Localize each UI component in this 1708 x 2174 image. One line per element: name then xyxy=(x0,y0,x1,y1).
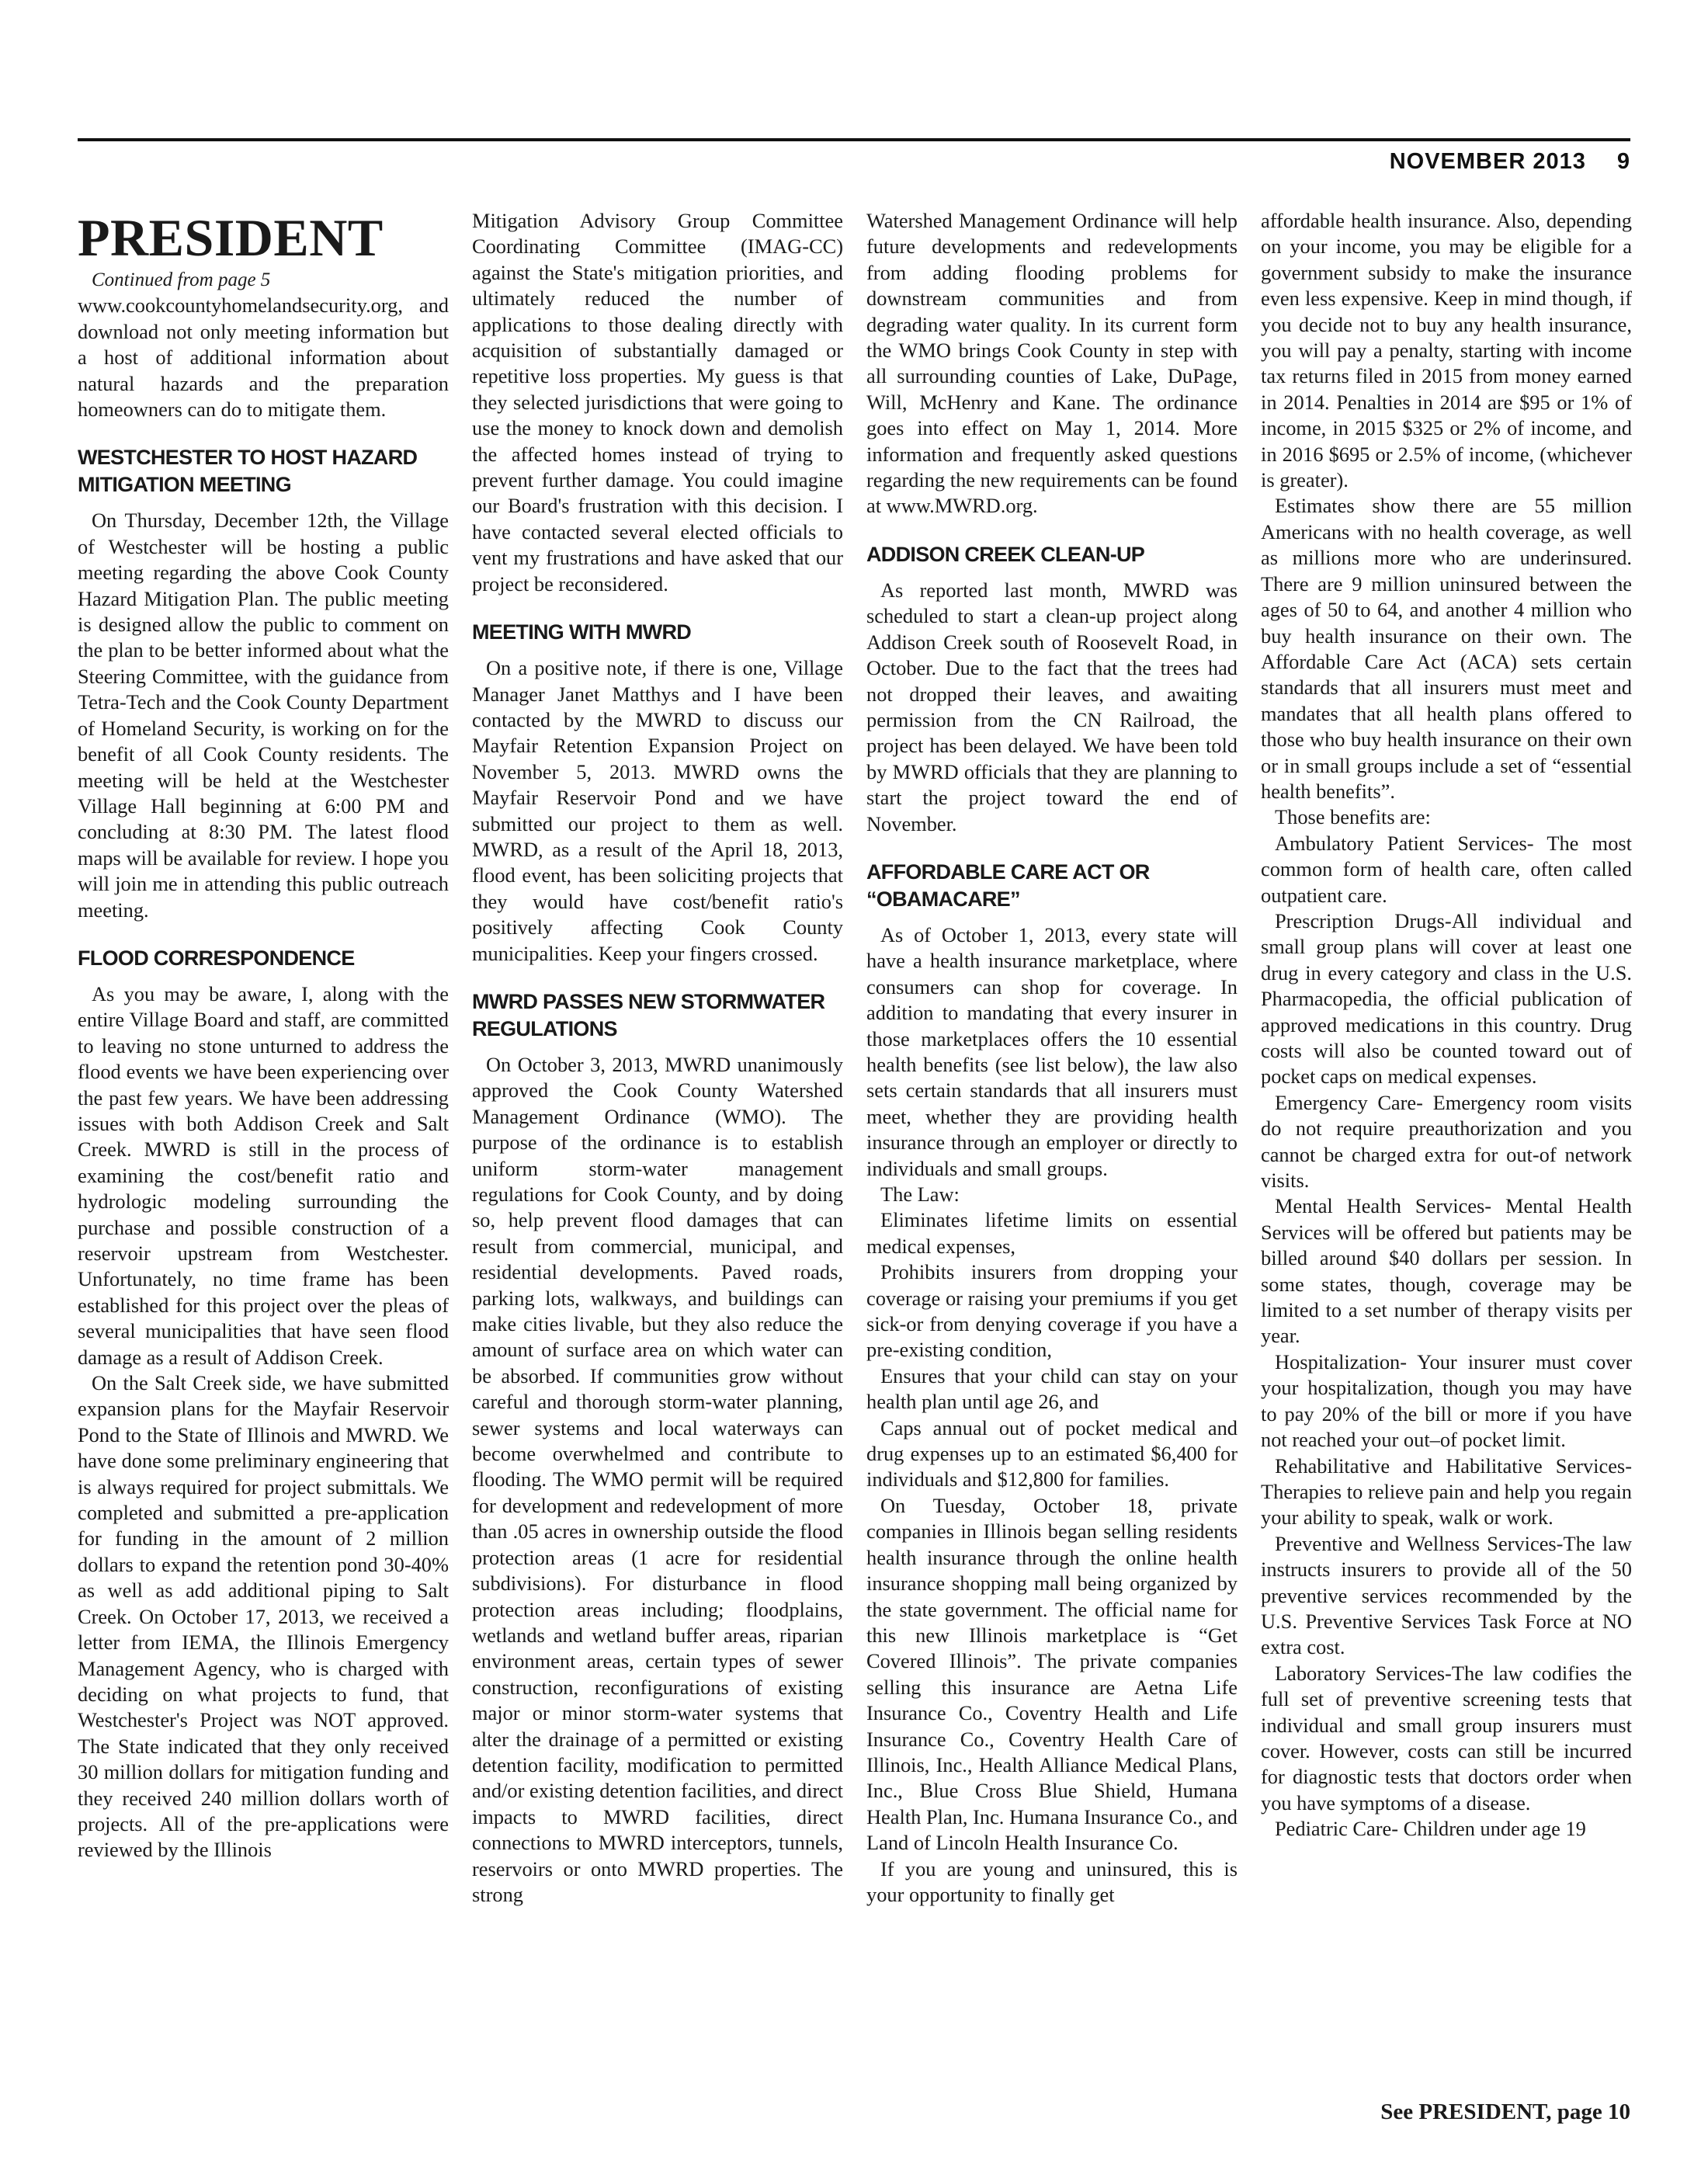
paragraph: Rehabilitative and Habilitative Services-Therapies to relieve pain and help you regain your ability to speak, walk or work. xyxy=(1261,1453,1632,1530)
paragraph: On October 3, 2013, MWRD unanimously approved the Cook County Watershed Management Ordinance (WMO). The purpose of the ordinance is to establish uniform storm-water management regulations for Cook County, and by doing so, help prevent flood damages that can result from commercial, municipal, and residential developments. Paved roads, parking lots, walkways, and buildings can make cities livable, but they also reduce the amount of surface area on which water can be absorbed. If communities grow without careful and thorough storm-water planning, sewer systems and local waterways can become overwhelmed and contribute to flooding. The WMO permit will be required for development and redevelopment of more than .05 acres in ownership outside the flood protection areas (1 acre for residential subdivisions). For disturbance in flood protection areas including; floodplains, wetlands and wetland buffer areas, riparian environment areas, certain types of sewer construction, reconfigurations of existing major or minor storm-water systems that alter the drainage of a permitted or existing detention facility, modification to permitted and/or existing detention facilities, and direct impacts to MWRD facilities, direct connections to MWRD interceptors, tunnels, reservoirs or onto MWRD properties. The strong xyxy=(472,1052,843,1906)
header-rule xyxy=(78,138,1630,141)
paragraph: Preventive and Wellness Services-The law instructs insurers to provide all of the 50 preventive services recommended by the U.S. Preventive Services Task Force at NO extra cost. xyxy=(1261,1531,1632,1659)
paragraph: As reported last month, MWRD was scheduled to start a clean-up project along Addison Creek south of Roosevelt Road, in October. Due to the fact that the trees had not dropped their leaves, and awaiting permission from the CN Railroad, the project has been delayed. We have been told by MWRD officials that they are planning to start the project toward the end of November. xyxy=(866,578,1238,835)
column-4 xyxy=(1261,208,1632,2103)
section-heading: MEETING WITH MWRD xyxy=(472,620,692,644)
paragraph: Mitigation Advisory Group Committee Coordinating Committee (IMAG-CC) against the State's mitigation priorities, and ultimately reduced the number of applications to those dealing directly with acquisition of substantially damaged or repetitive loss properties. My guess is that they selected jurisdictions that were going to use the money to knock down and demolish the affected homes instead of trying to prevent further damage. You could imagine our Board's frustration with this decision. I have contacted several elected officials to vent my frustrations and have asked that our project be reconsidered. xyxy=(472,209,843,596)
paragraph: Those benefits are: xyxy=(1275,805,1431,829)
column-1 xyxy=(78,208,449,2103)
column-2 xyxy=(472,208,843,2103)
paragraph: On Tuesday, October 18, private companies in Illinois began selling residents health insurance through the online health insurance shopping mall being organized by the state government. The official name for this new Illinois marketplace is “Get Covered Illinois”. The private companies selling this insurance are Aetna Life Insurance Co., Coventry Health and Life Insurance Co., Coventry Health Care of Illinois, Inc., Health Alliance Medical Plans, Inc., Blue Cross Blue Shield, Humana Health Plan, Inc. Humana Insurance Co., and Land of Lincoln Health Insurance Co. xyxy=(866,1493,1238,1855)
paragraph: affordable health insurance. Also, depending on your income, you may be eligible for a government subsidy to make the insurance even less expensive. Keep in mind though, if you decide not to buy any health insurance, you will pay a penalty, starting with income tax returns filed in 2015 from money earned in 2014. Penalties in 2014 are $95 or 1% of income, in 2015 $325 or 2% of income, and in 2016 $695 or 2.5% of income, (whichever is greater). xyxy=(1261,209,1632,492)
paragraph: On a positive note, if there is one, Village Manager Janet Matthys and I have been contacted by the MWRD to discuss our Mayfair Retention Expansion Project on November 5, 2013. MWRD owns the Mayfair Reservoir Pond and we have submitted our project to them as well. MWRD, as a result of the April 18, 2013, flood event, has been soliciting projects that they would have cost/benefit ratio's positively affecting Cook County municipalities. Keep your fingers crossed. xyxy=(472,656,843,965)
paragraph: As of October 1, 2013, every state will have a health insurance marketplace, where consumers can shop for coverage. In addition to mandating that every insurer in those marketplaces offers the 10 essential health benefits (see list below), the law also sets certain standards that all insurers must meet, whether they are providing health insurance through an employer or directly to individuals and small groups. xyxy=(866,922,1238,1180)
paragraph: Prescription Drugs-All individual and small group plans will cover at least one drug in every category and class in the U.S. Pharmacopedia, the official publication of approved medications in this country. Drug costs will also be counted toward out of pocket caps on medical expenses. xyxy=(1261,908,1632,1089)
paragraph: Hospitalization- Your insurer must cover your hospitalization, though you may have to pay 20% of the bill or more if you have not reached your out–of pocket limit. xyxy=(1261,1349,1632,1452)
paragraph: Pediatric Care- Children under age 19 xyxy=(1275,1817,1586,1841)
paragraph: On Thursday, December 12th, the Village of Westchester will be hosting a public meeting regarding the above Cook County Hazard Mitigation Plan. The public meeting is designed allow the public to comment on the plan to be better informed about what the Steering Committee, with the guidance from Tetra-Tech and the Cook County Department of Homeland Security, is working on for the benefit of all Cook County residents. The meeting will be held at the Westchester Village Hall beginning at 6:00 PM and concluding at 8:30 PM. The latest flood maps will be available for review. I hope you will join me in attending this public outreach meeting. xyxy=(78,509,449,922)
paragraph: www.cookcountyhomelandsecurity.org, and download not only meeting information but a host of additional information about natural hazards and the preparation homeowners can do to mitigate them. xyxy=(78,293,449,422)
paragraph: The Law: xyxy=(880,1183,960,1206)
paragraph: Ensures that your child can stay on your health plan until age 26, and xyxy=(866,1363,1238,1414)
column-3 xyxy=(866,208,1238,2103)
section-heading: WESTCHESTER TO HOST HAZARD MITIGATION MEETING xyxy=(78,446,418,497)
section-heading: ADDISON CREEK CLEAN-UP xyxy=(866,542,1145,566)
paragraph: Emergency Care- Emergency room visits do not require preauthorization and you cannot be charged extra for out-of network visits. xyxy=(1261,1090,1632,1193)
paragraph: Estimates show there are 55 million Americans with no health coverage, as well as millions more who are underinsured. There are 9 million uninsured between the ages of 50 to 64, and another 4 million who buy health insurance on their own. The Affordable Care Act (ACA) sets certain standards that all insurers must meet and mandates that all health plans offered to those who buy health insurance on their own or in small groups include a set of “essential health benefits”. xyxy=(1261,494,1632,803)
paragraph: Prohibits insurers from dropping your coverage or raising your premiums if you get sick-or from denying coverage if you have a pre-existing condition, xyxy=(866,1260,1238,1362)
section-heading: AFFORDABLE CARE ACT OR “OBAMACARE” xyxy=(866,860,1150,911)
paragraph: Ambulatory Patient Services- The most common form of health care, often called outpatient care. xyxy=(1261,831,1632,907)
page-number: 9 xyxy=(1616,149,1630,174)
article-title: PRESIDENT xyxy=(78,208,384,267)
continued-note: Continued from page 5 xyxy=(92,269,271,290)
paragraph: If you are young and uninsured, this is your opportunity to finally get xyxy=(866,1856,1238,1906)
section-heading: FLOOD CORRESPONDENCE xyxy=(78,946,355,970)
issue-date: NOVEMBER 2013 xyxy=(1389,149,1586,174)
jump-line: See PRESIDENT, page 10 xyxy=(1380,2099,1630,2124)
paragraph: Watershed Management Ordinance will help future developments and redevelopments from adding flooding problems for downstream communities and from degrading water quality. In its current form the WMO brings Cook County in step with all surrounding counties of Lake, DuPage, Will, McHenry and Kane. The ordinance goes into effect on May 1, 2014. More information and frequently asked questions regarding the new requirements can be found at www.MWRD.org. xyxy=(866,209,1238,518)
paragraph: As you may be aware, I, along with the entire Village Board and staff, are committed to leaving no stone unturned to address the flood events we have been experiencing over the past few years. We have been addressing issues with both Addison Creek and Salt Creek. MWRD is still in the process of examining the cost/benefit ratio and hydrologic modeling surrounding the purchase and possible construction of a reservoir upstream from Westchester. Unfortunately, no time frame has been established for this project over the pleas of several municipalities that have seen flood damage as a result of Addison Creek. xyxy=(78,981,449,1369)
page-header xyxy=(1390,149,1630,175)
paragraph: Caps annual out of pocket medical and drug expenses up to an estimated $6,400 for individuals and $12,800 for families. xyxy=(866,1415,1238,1492)
paragraph: Mental Health Services- Mental Health Services will be offered but patients may be billed around $40 dollars per session. In some states, though, coverage may be limited to a set number of therapy visits per year. xyxy=(1261,1194,1632,1348)
paragraph: On the Salt Creek side, we have submitted expansion plans for the Mayfair Reservoir Pond to the State of Illinois and MWRD. We have done some preliminary engineering that is always required for project submittals. We completed and submitted a pre-application for funding in the amount of 2 million dollars to expand the retention pond 30-40% as well as add additional piping to Salt Creek. On October 17, 2013, we received a letter from IEMA, the Illinois Emergency Management Agency, who is charged with deciding on what projects to fund, that Westchester's Project was NOT approved. The State indicated that they only received 30 million dollars for mitigation funding and they received 240 million dollars worth of projects. All of the pre-applications were reviewed by the Illinois xyxy=(78,1371,449,1862)
paragraph: Laboratory Services-The law codifies the full set of preventive screening tests that individual and small group insurers must cover. However, costs can still be incurred for diagnostic tests that doctors order when you have symptoms of a disease. xyxy=(1261,1661,1632,1815)
section-heading: MWRD PASSES NEW STORMWATER REGULATIONS xyxy=(472,989,825,1040)
paragraph: Eliminates lifetime limits on essential medical expenses, xyxy=(866,1208,1238,1258)
